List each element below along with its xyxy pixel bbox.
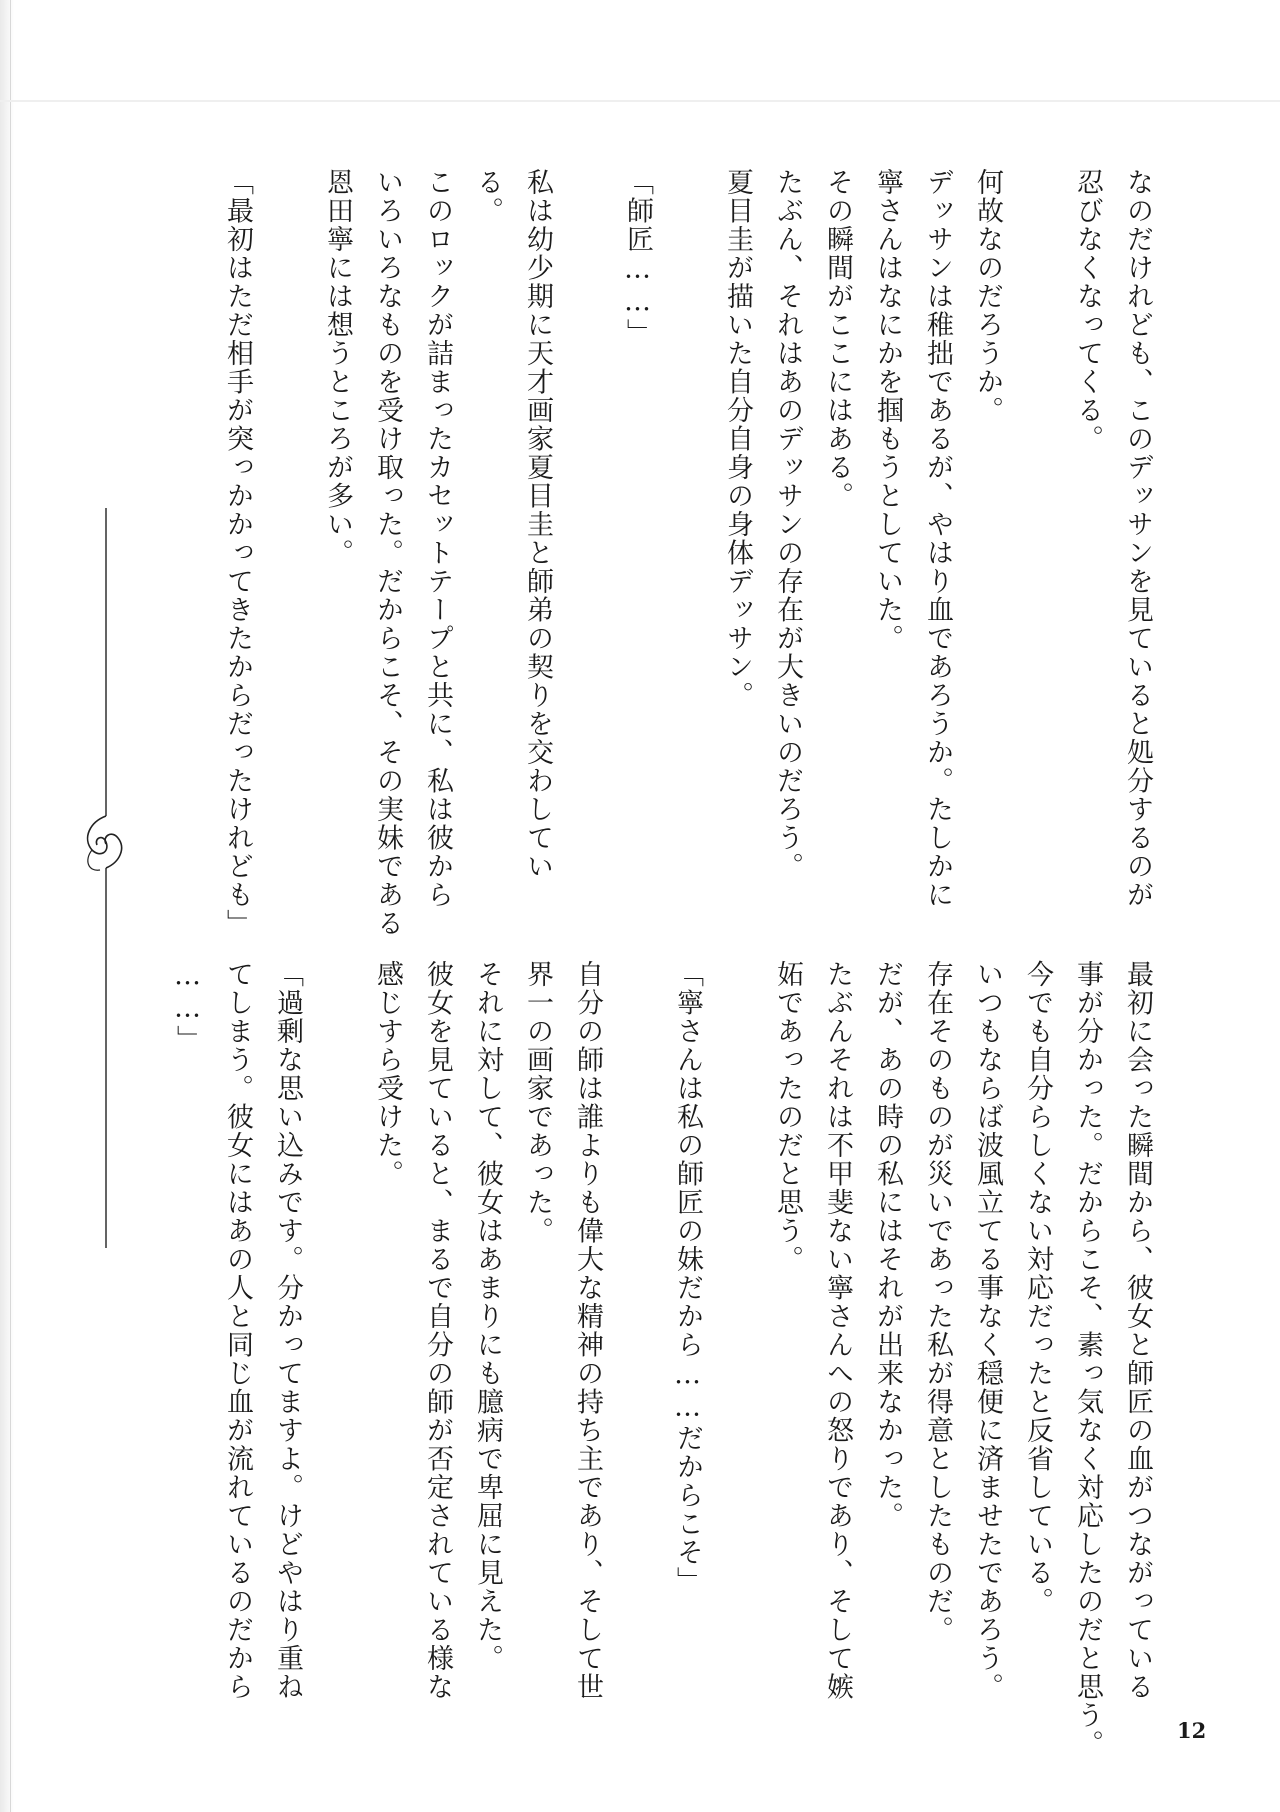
text-column: その瞬間がここにはある。 <box>822 168 853 510</box>
text-column: それに対して、彼女はあまりにも臆病で卑屈に見えた。 <box>472 960 503 1673</box>
text-column: たぶんそれは不甲斐ない寧さんへの怒りであり、そして嫉 <box>822 960 853 1701</box>
text-column: 私は幼少期に天才画家夏目圭と師弟の契りを交わしてい <box>522 168 553 881</box>
text-column: いつもならば波風立てる事なく穏便に済ませたであろう。 <box>972 960 1003 1701</box>
text-column: 最初に会った瞬間から、彼女と師匠の血がつながっている <box>1122 960 1153 1701</box>
text-column <box>562 168 612 848</box>
text-column: てしまう。彼女にはあの人と同じ血が流れているのだから <box>222 960 253 1701</box>
text-column <box>612 960 662 1640</box>
text-column: だが、あの時の私にはそれが出来なかった。 <box>872 960 903 1530</box>
text-column: 「過剰な思い込みです。分かってますよ。けどやはり重ね <box>272 960 303 1701</box>
upper-text-block <box>212 168 1162 938</box>
text-column: 「寧さんは私の師匠の妹だから……だからこそ」 <box>672 960 703 1595</box>
text-column: 今でも自分らしくない対応だったと反省している。 <box>1022 960 1053 1616</box>
text-column: いろいろなものを受け取った。だからこそ、その実妹である <box>372 168 403 938</box>
text-column: 自分の師は誰よりも偉大な精神の持ち主であり、そして世 <box>572 960 603 1701</box>
text-column: 彼女を見ていると、まるで自分の師が否定されている様な <box>422 960 453 1701</box>
text-column: ……」 <box>172 960 203 1054</box>
text-column: 「最初はただ相手が突っかかってきたからだったけれども」 <box>222 168 253 938</box>
text-column: 夏目圭が描いた自分自身の身体デッサン。 <box>722 168 753 710</box>
text-column: デッサンは稚拙であるが、やはり血であろうか。たしかに <box>922 168 953 909</box>
text-column: 恩田寧には想うところが多い。 <box>322 168 353 567</box>
text-column <box>312 960 362 1640</box>
text-column: る。 <box>472 168 503 225</box>
text-column <box>262 168 312 848</box>
page-top-edge <box>0 100 1280 102</box>
text-column: 界一の画家であった。 <box>522 960 553 1245</box>
text-column: このロックが詰まったカセットテープと共に、私は彼から <box>422 168 453 909</box>
text-column: たぶん、それはあのデッサンの存在が大きいのだろう。 <box>772 168 803 881</box>
text-column: 事が分かった。だからこそ、素っ気なく対応したのだと思う。 <box>1072 960 1103 1758</box>
text-column: 感じすら受けた。 <box>372 960 403 1188</box>
lower-text-block <box>162 960 1162 1758</box>
text-column: 存在そのものが災いであった私が得意としたものだ。 <box>922 960 953 1644</box>
text-column: なのだけれども、このデッサンを見ていると処分するのが <box>1122 168 1153 909</box>
text-column: 寧さんはなにかを掴もうとしていた。 <box>872 168 903 653</box>
text-column <box>662 168 712 848</box>
page-binding-line <box>0 0 11 1812</box>
text-column: 忍びなくなってくる。 <box>1072 168 1103 453</box>
text-column <box>712 960 762 1640</box>
text-column <box>1012 168 1062 848</box>
text-column: 何故なのだろうか。 <box>972 168 1003 425</box>
text-column: 妬であったのだと思う。 <box>772 960 803 1274</box>
page-number: 12 <box>1177 1718 1207 1743</box>
flourish-divider-ornament <box>70 508 130 1248</box>
text-column: 「師匠……」 <box>622 168 653 347</box>
